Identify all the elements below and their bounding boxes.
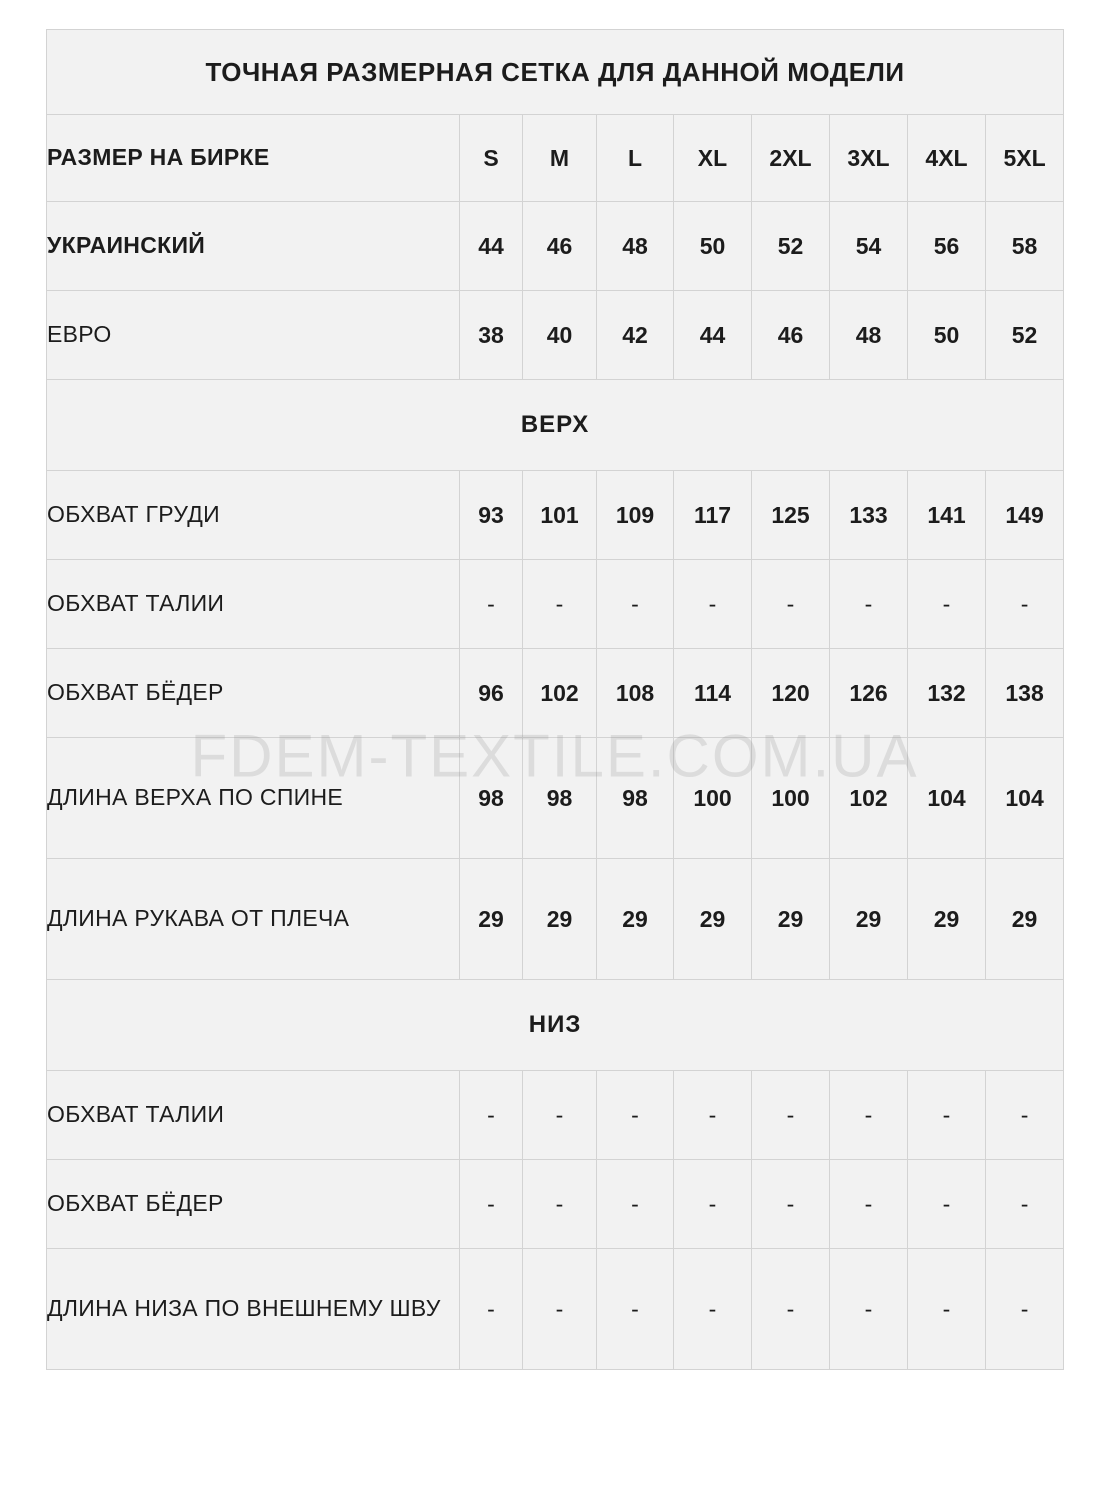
cell-value: - (597, 1249, 674, 1370)
table-row (47, 859, 1064, 980)
size-header-m: M (523, 115, 597, 202)
title-row (47, 30, 1064, 115)
cell-value: 104 (908, 738, 986, 859)
cell-value: 149 (986, 471, 1064, 560)
table-row (47, 1160, 1064, 1249)
cell-value: - (460, 1249, 523, 1370)
cell-value: 42 (597, 291, 674, 380)
row-label-waist-bottom: ОБХВАТ ТАЛИИ (47, 1071, 460, 1160)
size-chart-sheet (46, 29, 1063, 1370)
cell-value: - (908, 1249, 986, 1370)
cell-value: 29 (597, 859, 674, 980)
cell-value: - (752, 1160, 830, 1249)
cell-value: 56 (908, 202, 986, 291)
cell-value: - (523, 1160, 597, 1249)
row-label-euro: ЕВРО (47, 291, 460, 380)
cell-value: 93 (460, 471, 523, 560)
cell-value: 29 (523, 859, 597, 980)
cell-value: - (460, 560, 523, 649)
cell-value: 52 (986, 291, 1064, 380)
cell-value: 101 (523, 471, 597, 560)
cell-value: 29 (908, 859, 986, 980)
cell-value: 108 (597, 649, 674, 738)
cell-value: 44 (460, 202, 523, 291)
cell-value: - (830, 560, 908, 649)
cell-value: - (460, 1071, 523, 1160)
row-label-chest: ОБХВАТ ГРУДИ (47, 471, 460, 560)
cell-value: - (674, 560, 752, 649)
cell-value: 38 (460, 291, 523, 380)
row-label-hips-top: ОБХВАТ БЁДЕР (47, 649, 460, 738)
cell-value: 29 (830, 859, 908, 980)
table-row (47, 1249, 1064, 1370)
cell-value: - (597, 1160, 674, 1249)
cell-value: 100 (752, 738, 830, 859)
table-row (47, 649, 1064, 738)
cell-value: - (752, 560, 830, 649)
cell-value: 104 (986, 738, 1064, 859)
row-label-waist-top: ОБХВАТ ТАЛИИ (47, 560, 460, 649)
cell-value: - (460, 1160, 523, 1249)
cell-value: 29 (674, 859, 752, 980)
size-chart-table (46, 29, 1064, 1370)
table-row (47, 202, 1064, 291)
table-row (47, 738, 1064, 859)
cell-value: 40 (523, 291, 597, 380)
cell-value: 29 (752, 859, 830, 980)
cell-value: 141 (908, 471, 986, 560)
cell-value: - (986, 1160, 1064, 1249)
cell-value: - (908, 560, 986, 649)
table-row (47, 471, 1064, 560)
table-row (47, 291, 1064, 380)
cell-value: - (674, 1160, 752, 1249)
cell-value: 46 (523, 202, 597, 291)
size-header-s: S (460, 115, 523, 202)
row-label-sleeve-length: ДЛИНА РУКАВА ОТ ПЛЕЧА (47, 859, 460, 980)
cell-value: - (986, 560, 1064, 649)
cell-value: - (752, 1249, 830, 1370)
cell-value: 102 (523, 649, 597, 738)
cell-value: 126 (830, 649, 908, 738)
row-label-back-length: ДЛИНА ВЕРХА ПО СПИНЕ (47, 738, 460, 859)
cell-value: 29 (460, 859, 523, 980)
cell-value: - (597, 560, 674, 649)
cell-value: 102 (830, 738, 908, 859)
cell-value: - (986, 1249, 1064, 1370)
cell-value: 98 (460, 738, 523, 859)
cell-value: 109 (597, 471, 674, 560)
cell-value: - (830, 1160, 908, 1249)
cell-value: 132 (908, 649, 986, 738)
cell-value: 58 (986, 202, 1064, 291)
cell-value: - (674, 1071, 752, 1160)
size-header-label: РАЗМЕР НА БИРКЕ (47, 115, 460, 202)
cell-value: - (523, 560, 597, 649)
row-label-ukrainian: УКРАИНСКИЙ (47, 202, 460, 291)
size-header-5xl: 5XL (986, 115, 1064, 202)
size-header-l: L (597, 115, 674, 202)
size-header-2xl: 2XL (752, 115, 830, 202)
cell-value: - (752, 1071, 830, 1160)
cell-value: 96 (460, 649, 523, 738)
table-row (47, 1071, 1064, 1160)
cell-value: 50 (908, 291, 986, 380)
cell-value: 114 (674, 649, 752, 738)
cell-value: - (523, 1249, 597, 1370)
cell-value: - (908, 1160, 986, 1249)
chart-title: ТОЧНАЯ РАЗМЕРНАЯ СЕТКА ДЛЯ ДАННОЙ МОДЕЛИ (47, 30, 1064, 115)
row-label-hips-bottom: ОБХВАТ БЁДЕР (47, 1160, 460, 1249)
section-label-top: ВЕРХ (47, 380, 1064, 471)
section-label-bottom: НИЗ (47, 980, 1064, 1071)
cell-value: 133 (830, 471, 908, 560)
cell-value: - (674, 1249, 752, 1370)
cell-value: 98 (597, 738, 674, 859)
size-chart-body (47, 30, 1064, 1370)
section-row-bottom (47, 980, 1064, 1071)
size-header-3xl: 3XL (830, 115, 908, 202)
cell-value: - (986, 1071, 1064, 1160)
row-label-outseam-length: ДЛИНА НИЗА ПО ВНЕШНЕМУ ШВУ (47, 1249, 460, 1370)
cell-value: 117 (674, 471, 752, 560)
cell-value: - (908, 1071, 986, 1160)
cell-value: - (830, 1071, 908, 1160)
size-header-xl: XL (674, 115, 752, 202)
cell-value: 48 (830, 291, 908, 380)
cell-value: 46 (752, 291, 830, 380)
cell-value: 138 (986, 649, 1064, 738)
cell-value: - (830, 1249, 908, 1370)
cell-value: 98 (523, 738, 597, 859)
table-row (47, 560, 1064, 649)
cell-value: 125 (752, 471, 830, 560)
cell-value: 120 (752, 649, 830, 738)
size-header-4xl: 4XL (908, 115, 986, 202)
cell-value: 100 (674, 738, 752, 859)
cell-value: 54 (830, 202, 908, 291)
section-row-top (47, 380, 1064, 471)
cell-value: 29 (986, 859, 1064, 980)
cell-value: 50 (674, 202, 752, 291)
cell-value: 52 (752, 202, 830, 291)
size-header-row (47, 115, 1064, 202)
cell-value: 48 (597, 202, 674, 291)
cell-value: - (523, 1071, 597, 1160)
cell-value: 44 (674, 291, 752, 380)
cell-value: - (597, 1071, 674, 1160)
